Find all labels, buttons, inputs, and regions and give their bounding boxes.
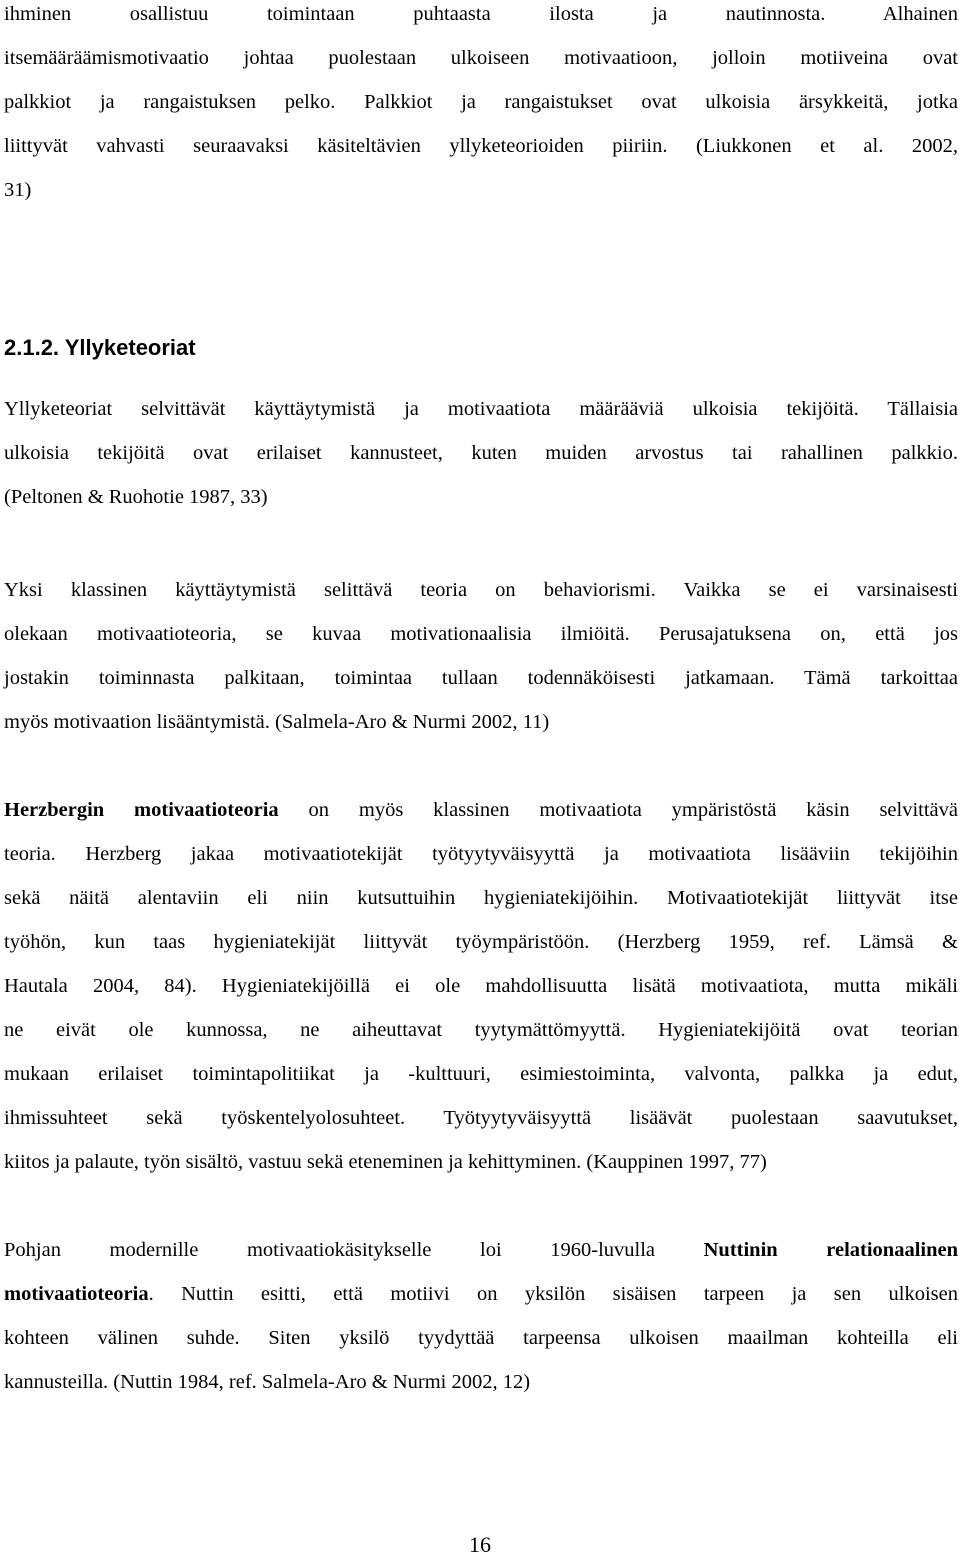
- text-line: [4, 1236, 958, 1264]
- text-line: jostakin toiminnasta palkitaan, toimintaa tullaan todennäköisesti jatkamaan. Tämä tarkoittaa: [4, 667, 958, 689]
- text-line: [4, 1280, 958, 1308]
- text-line: (Peltonen & Ruohotie 1987, 33): [4, 486, 268, 508]
- section-heading: 2.1.2. Yllyketeoriat: [4, 335, 196, 360]
- text-line: ulkoisia tekijöitä ovat erilaiset kannusteet, kuten muiden arvostus tai rahallinen palkkio.: [4, 442, 958, 464]
- text-line: 31): [4, 179, 32, 201]
- text-line: mukaan erilaiset toimintapolitiikat ja -kulttuuri, esimiestoiminta, valvonta, palkka ja edut,: [4, 1063, 958, 1085]
- bold-term: Herzbergin motivaatioteoria: [4, 799, 279, 821]
- page-number: 16: [469, 1532, 491, 1557]
- text-line: Yllyketeoriat selvittävät käyttäytymistä ja motivaatiota määrääviä ulkoisia tekijöitä. Tällaisia: [4, 398, 958, 420]
- text-line: myös motivaation lisääntymistä. (Salmela-Aro & Nurmi 2002, 11): [4, 711, 550, 733]
- text-run: . Nuttin esitti, että motiivi on yksilön sisäisen tarpeen ja sen ulkoisen: [148, 1283, 958, 1305]
- text-line: työhön, kun taas hygieniatekijät liittyvät työympäristöön. (Herzberg 1959, ref. Lämsä &: [4, 931, 958, 953]
- text-line: liittyvät vahvasti seuraavaksi käsiteltävien yllyketeorioiden piiriin. (Liukkonen et al. 2002,: [4, 135, 958, 157]
- text-line: sekä näitä alentaviin eli niin kutsuttuihin hygieniatekijöihin. Motivaatiotekijät liittyvät itse: [4, 887, 958, 909]
- text-line: itsemääräämismotivaatio johtaa puolestaan ulkoiseen motivaatioon, jolloin motiiveina ovat: [4, 47, 958, 69]
- text-run: on myös klassinen motivaatiota ympäristöstä käsin selvittävä: [278, 799, 959, 821]
- text-line: olekaan motivaatioteoria, se kuvaa motivationaalisia ilmiöitä. Perusajatuksena on, että jos: [4, 623, 958, 645]
- text-line: kohteen välinen suhde. Siten yksilö tyydyttää tarpeensa ulkoisen maailman kohteilla eli: [4, 1327, 958, 1349]
- text-line: kannusteilla. (Nuttin 1984, ref. Salmela-Aro & Nurmi 2002, 12): [4, 1371, 531, 1393]
- text-line: teoria. Herzberg jakaa motivaatiotekijät työtyytyväisyyttä ja motivaatiota lisääviin tekijöihin: [4, 843, 958, 865]
- text-line: [4, 796, 958, 824]
- text-line: ihmissuhteet sekä työskentelyolosuhteet. Työtyytyväisyyttä lisäävät puolestaan saavutukset,: [4, 1107, 958, 1129]
- text-line: kiitos ja palaute, työn sisältö, vastuu sekä eteneminen ja kehittyminen. (Kauppinen 1997, 77): [4, 1151, 767, 1173]
- text-line: ne eivät ole kunnossa, ne aiheuttavat tyytymättömyyttä. Hygieniatekijöitä ovat teorian: [4, 1019, 958, 1041]
- text-run: Pohjan modernille motivaatiokäsitykselle loi 1960-luvulla: [4, 1239, 704, 1261]
- text-line: Hautala 2004, 84). Hygieniatekijöillä ei ole mahdollisuutta lisätä motivaatiota, mutta mikäli: [4, 975, 958, 997]
- text-line: palkkiot ja rangaistuksen pelko. Palkkiot ja rangaistukset ovat ulkoisia ärsykkeitä, jotka: [4, 91, 958, 113]
- bold-term: Nuttinin relationaalinen: [703, 1239, 958, 1261]
- text-line: ihminen osallistuu toimintaan puhtaasta ilosta ja nautinnosta. Alhainen: [4, 3, 958, 25]
- text-line: Yksi klassinen käyttäytymistä selittävä teoria on behaviorismi. Vaikka se ei varsinaisesti: [4, 579, 958, 601]
- bold-term: motivaatioteoria: [4, 1283, 149, 1305]
